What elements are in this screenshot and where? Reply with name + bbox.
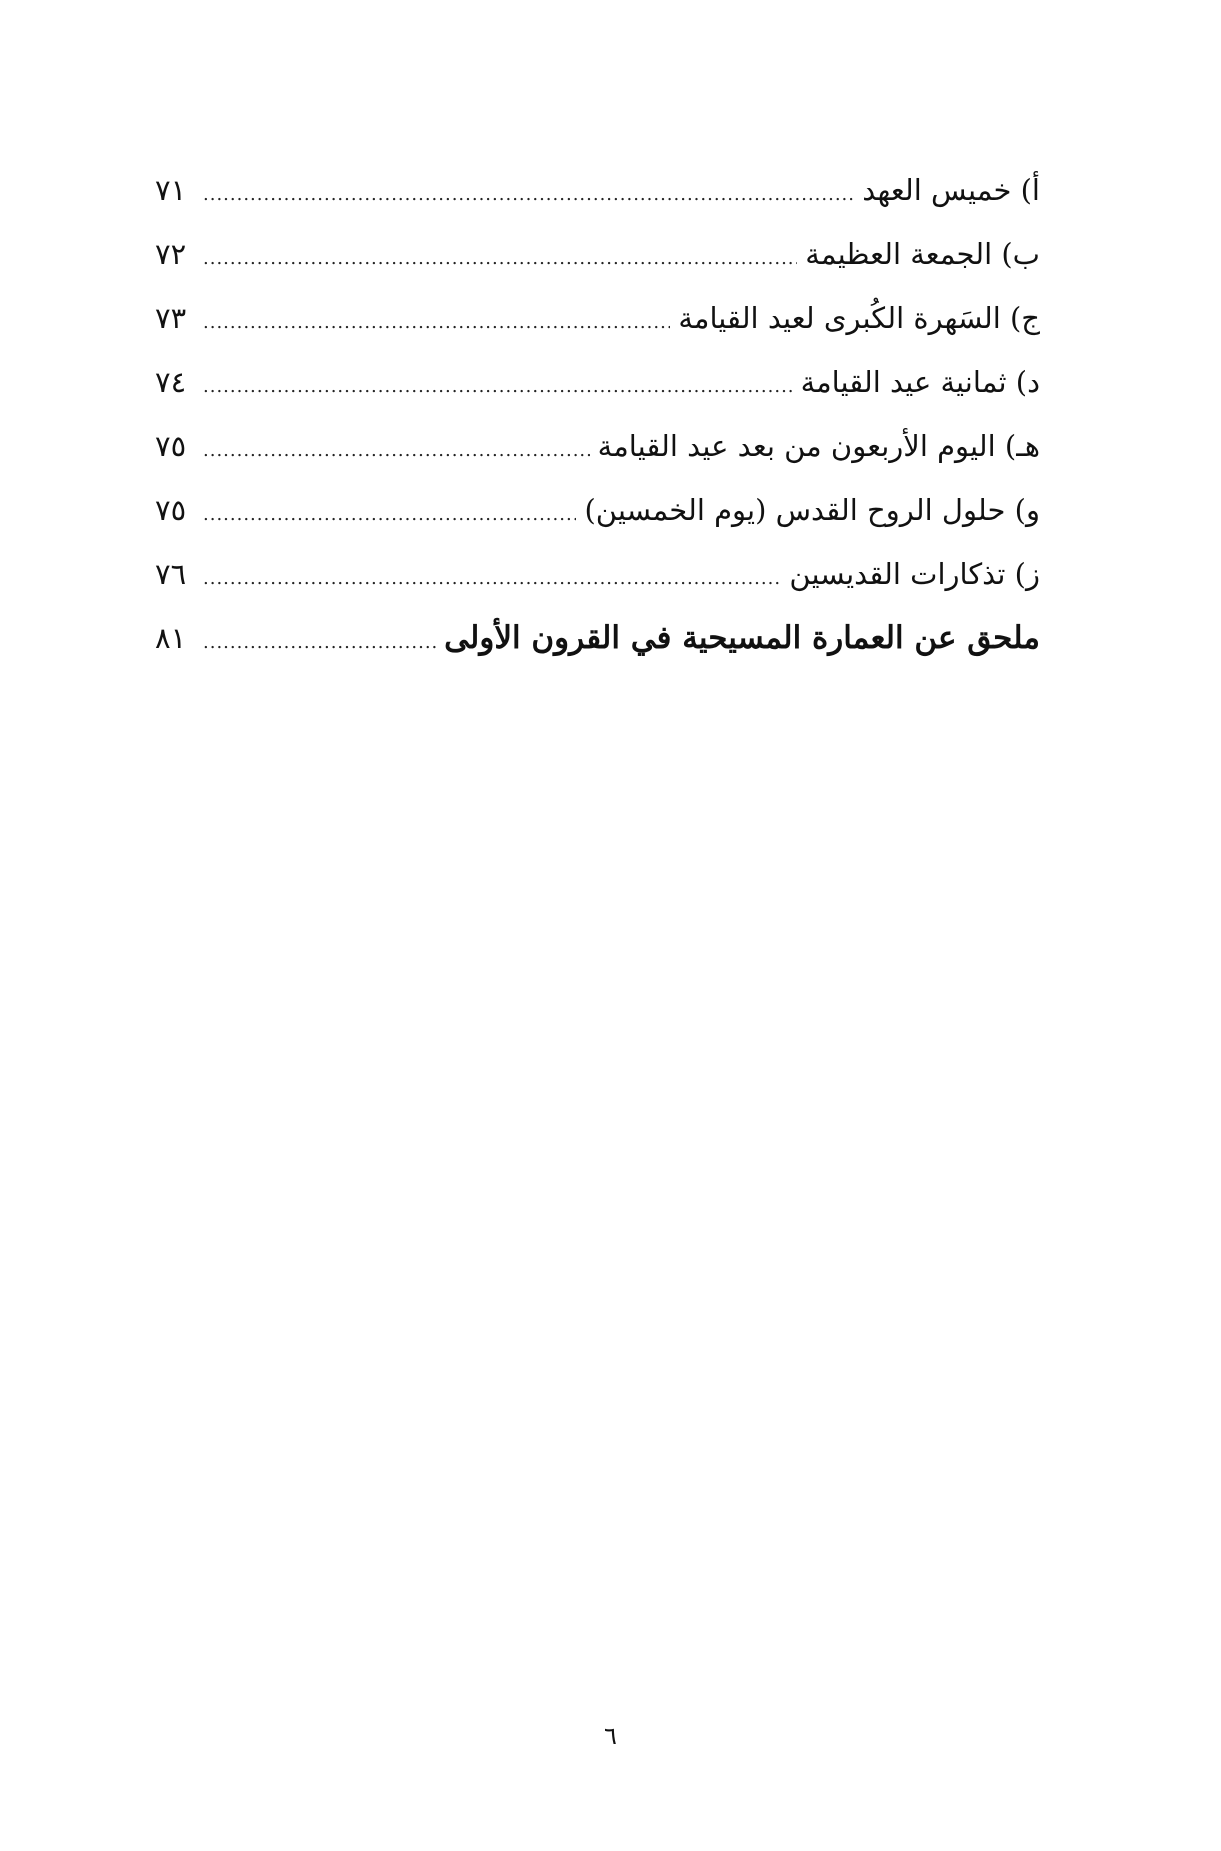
toc-entry-label: ج) السَهرة الكُبرى لعيد القيامة — [678, 301, 1040, 335]
toc-entry-page: ٧٥ — [155, 493, 187, 527]
table-of-contents — [155, 158, 1040, 670]
toc-entry-page: ٧٣ — [155, 301, 187, 335]
toc-entry-fortieth-day — [155, 414, 1040, 478]
toc-entry-maundy-thursday — [155, 158, 1040, 222]
toc-entry-page: ٧٦ — [155, 557, 187, 591]
toc-entry-saints-commemorations — [155, 542, 1040, 606]
toc-entry-page: ٧٢ — [155, 237, 187, 271]
dot-leader — [203, 355, 793, 419]
dot-leader — [203, 163, 854, 227]
toc-entry-label: ب) الجمعة العظيمة — [805, 237, 1040, 271]
toc-entry-label: هـ) اليوم الأربعون من بعد عيد القيامة — [597, 429, 1040, 463]
toc-entry-appendix — [155, 606, 1040, 670]
toc-entry-good-friday — [155, 222, 1040, 286]
toc-entry-easter-octave — [155, 350, 1040, 414]
toc-entry-page: ٨١ — [155, 621, 187, 655]
dot-leader — [203, 419, 590, 483]
toc-entry-label: د) ثمانية عيد القيامة — [800, 365, 1040, 399]
page-number: ٦ — [604, 1722, 617, 1750]
toc-entry-page: ٧١ — [155, 173, 187, 207]
toc-entry-label: ز) تذكارات القديسين — [789, 557, 1040, 591]
toc-entry-pentecost — [155, 478, 1040, 542]
dot-leader — [203, 227, 797, 291]
dot-leader — [203, 547, 781, 611]
toc-entry-page: ٧٤ — [155, 365, 187, 399]
dot-leader — [203, 611, 436, 675]
toc-entry-label: و) حلول الروح القدس (يوم الخمسين) — [584, 493, 1040, 527]
dot-leader — [203, 483, 576, 547]
toc-entry-page: ٧٥ — [155, 429, 187, 463]
toc-entry-label: أ) خميس العهد — [862, 173, 1040, 207]
toc-entry-easter-vigil — [155, 286, 1040, 350]
dot-leader — [203, 291, 670, 355]
toc-entry-label: ملحق عن العمارة المسيحية في القرون الأولى — [444, 620, 1040, 656]
